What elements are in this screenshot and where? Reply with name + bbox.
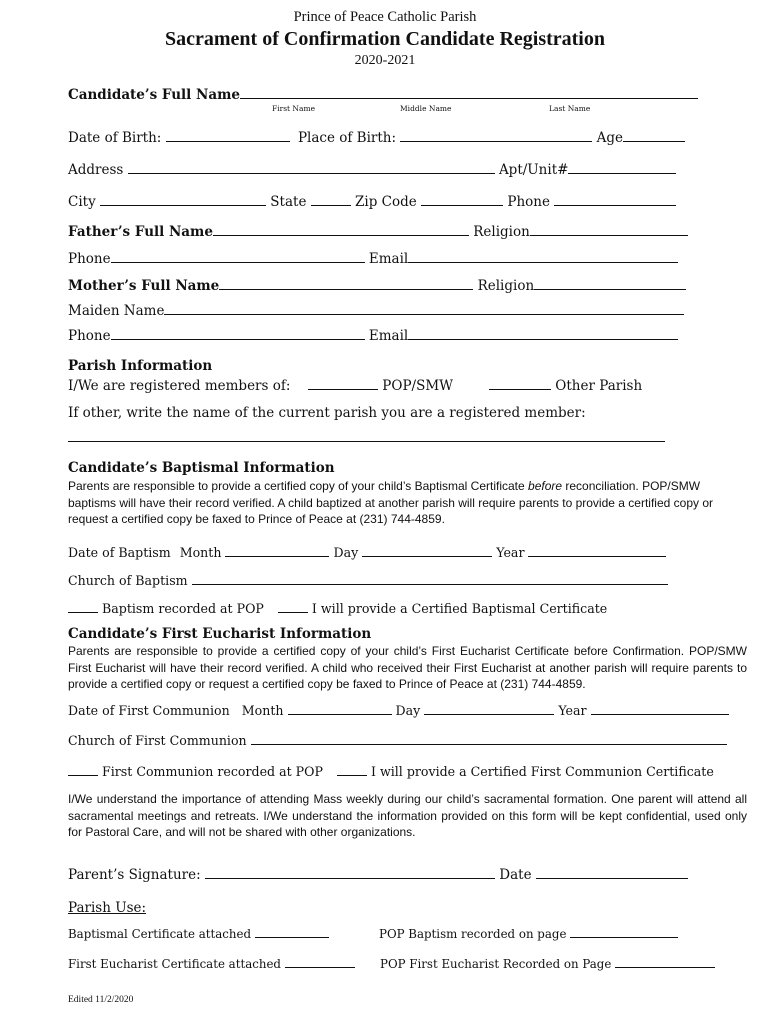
form-title: Sacrament of Confirmation Candidate Registration: [165, 28, 605, 50]
communion-check-row: [68, 764, 714, 779]
communion-day-label: Day: [395, 703, 421, 718]
school-year: 2020-2021: [354, 53, 416, 68]
other-parish-name-field[interactable]: [68, 441, 665, 442]
pop-eucharist-field[interactable]: [615, 967, 715, 968]
dob-field[interactable]: [166, 141, 290, 142]
city-field[interactable]: [100, 205, 266, 206]
communion-month-field[interactable]: [288, 714, 392, 715]
other-parish-option: [489, 378, 642, 394]
parent-signature-field[interactable]: [205, 878, 495, 879]
age-field[interactable]: [623, 141, 685, 142]
age-label: Age: [596, 130, 624, 146]
communion-provide-blank[interactable]: [337, 775, 367, 776]
city-label: City: [68, 194, 96, 210]
eucharist-cert-label: First Eucharist Certificate attached: [68, 957, 281, 971]
zip-label: Zip Code: [355, 194, 417, 210]
baptism-date-row: [68, 545, 666, 560]
baptism-month-field[interactable]: [225, 556, 329, 557]
address-field[interactable]: [128, 173, 495, 174]
registered-label: I/We are registered members of:: [68, 378, 291, 394]
mother-email-label: Email: [368, 328, 409, 344]
communion-month-label: Month: [241, 703, 284, 718]
baptism-provide-label: I will provide a Certified Baptismal Certificate: [311, 601, 608, 616]
baptism-recorded-label: Baptism recorded at POP: [102, 601, 264, 616]
communion-church-row: [68, 733, 727, 748]
other-parish-label: Other Parish: [555, 378, 643, 394]
baptismal-cert-row: [68, 927, 329, 941]
agreement-text: I/We understand the importance of attending Mass weekly during our child’s sacramental formation. One parent will attend all sacramental meetings and retreats. I/We understand the information provided on this form will be kept confidential, used only for Pastoral Care, and will not be shared with other organizations.: [68, 792, 747, 840]
baptism-day-label: Day: [333, 545, 359, 560]
parish-info-heading: Parish Information: [68, 358, 213, 374]
baptism-church-row: [68, 573, 668, 588]
communion-provide-label: I will provide a Certified First Communion Certificate: [370, 764, 714, 779]
pop-baptism-label: POP Baptism recorded on page: [379, 927, 567, 941]
baptism-para-b: reconciliation. POP/SMW baptisms will have their record verified. A child baptized at another parish will require parents to provide a certified copy or request a certified copy be faxed to Prince of Peace at (231) 744-4859.: [68, 479, 713, 527]
father-phone-label: Phone: [68, 251, 111, 267]
father-email-label: Email: [368, 251, 409, 267]
candidate-name-label: Candidate’s Full Name: [68, 87, 240, 103]
maiden-name-field[interactable]: [164, 314, 684, 315]
pob-label: Place of Birth:: [297, 130, 397, 146]
mother-email-field[interactable]: [408, 339, 678, 340]
baptism-church-field[interactable]: [192, 584, 668, 585]
phone-label: Phone: [507, 194, 550, 210]
baptism-day-field[interactable]: [362, 556, 492, 557]
baptism-year-label: Year: [496, 545, 525, 560]
communion-church-label: Church of First Communion: [68, 733, 247, 748]
father-name-field[interactable]: [213, 235, 469, 236]
eucharist-cert-field[interactable]: [285, 967, 355, 968]
communion-year-field[interactable]: [591, 714, 729, 715]
candidate-name-row: [68, 87, 698, 103]
mother-religion-label: Religion: [477, 278, 535, 294]
mother-phone-label: Phone: [68, 328, 111, 344]
mother-contact-row: [68, 328, 678, 344]
pop-eucharist-row: [380, 957, 715, 971]
pop-blank[interactable]: [308, 389, 378, 390]
baptism-church-label: Church of Baptism: [68, 573, 188, 588]
signature-date-field[interactable]: [536, 878, 688, 879]
address-label: Address: [68, 162, 124, 178]
edited-date: Edited 11/2/2020: [68, 995, 134, 1005]
pob-field[interactable]: [400, 141, 592, 142]
phone-field[interactable]: [554, 205, 676, 206]
middle-name-caption: Middle Name: [400, 104, 452, 113]
baptism-recorded-blank[interactable]: [68, 612, 98, 613]
pop-baptism-field[interactable]: [570, 937, 678, 938]
communion-day-field[interactable]: [424, 714, 554, 715]
baptism-heading: Candidate’s Baptismal Information: [68, 460, 335, 476]
father-row: [68, 224, 688, 240]
father-religion-label: Religion: [473, 224, 530, 240]
communion-recorded-blank[interactable]: [68, 775, 98, 776]
baptism-para-emphasis: before: [528, 479, 563, 493]
mother-name-label: Mother’s Full Name: [68, 278, 220, 294]
apt-label: Apt/Unit#: [498, 162, 569, 178]
baptism-date-label: Date of Baptism: [68, 545, 171, 560]
parish-name: Prince of Peace Catholic Parish: [293, 9, 477, 25]
signature-date-label: Date: [499, 867, 532, 883]
zip-field[interactable]: [421, 205, 503, 206]
eucharist-heading: Candidate’s First Eucharist Information: [68, 626, 372, 642]
father-email-field[interactable]: [408, 262, 678, 263]
baptism-provide-blank[interactable]: [278, 612, 308, 613]
mother-row: [68, 278, 686, 294]
maiden-row: [68, 303, 684, 319]
father-religion-field[interactable]: [530, 235, 688, 236]
address-row: [68, 162, 676, 178]
father-phone-field[interactable]: [111, 262, 365, 263]
signature-row: [68, 867, 688, 883]
baptism-instructions: [68, 478, 750, 528]
eucharist-instructions: Parents are responsible to provide a certified copy of your child’s First Eucharist Certificate before Confirmation. POP/SMW First Eucharist will have their record verified. A child who received their First Eucharist at another parish will require parents to provide a certified copy or request a certified copy be faxed to Prince of Peace at (231) 744-4859.: [68, 644, 747, 692]
pop-baptism-row: [379, 927, 678, 941]
mother-phone-field[interactable]: [111, 339, 365, 340]
communion-year-label: Year: [558, 703, 587, 718]
candidate-name-field[interactable]: [240, 98, 698, 99]
baptism-para-a: Parents are responsible to provide a certified copy of your child’s Baptismal Certificate: [68, 479, 529, 493]
state-label: State: [270, 194, 307, 210]
eucharist-cert-row: [68, 957, 355, 971]
first-name-caption: First Name: [272, 104, 316, 113]
parish-use-heading: Parish Use:: [68, 900, 147, 916]
pop-option: [308, 378, 453, 394]
dob-row: [68, 130, 685, 146]
baptism-year-field[interactable]: [528, 556, 666, 557]
mother-religion-field[interactable]: [534, 289, 686, 290]
last-name-caption: Last Name: [549, 104, 591, 113]
communion-recorded-label: First Communion recorded at POP: [102, 764, 323, 779]
pop-label: POP/SMW: [382, 378, 454, 394]
pop-eucharist-label: POP First Eucharist Recorded on Page: [380, 957, 612, 971]
father-name-label: Father’s Full Name: [68, 224, 213, 240]
other-parish-prompt: If other, write the name of the current parish you are a registered member:: [68, 405, 586, 421]
state-field[interactable]: [311, 205, 351, 206]
mother-name-field[interactable]: [219, 289, 473, 290]
other-parish-blank[interactable]: [489, 389, 551, 390]
apt-field[interactable]: [568, 173, 676, 174]
communion-date-row: [68, 703, 729, 718]
city-row: [68, 194, 676, 210]
baptism-check-row: [68, 601, 607, 616]
communion-date-label: Date of First Communion: [68, 703, 230, 718]
communion-church-field[interactable]: [251, 744, 727, 745]
dob-label: Date of Birth:: [68, 130, 162, 146]
father-contact-row: [68, 251, 678, 267]
baptismal-cert-label: Baptismal Certificate attached: [68, 927, 251, 941]
parent-signature-label: Parent’s Signature:: [68, 867, 201, 883]
baptismal-cert-field[interactable]: [255, 937, 329, 938]
maiden-name-label: Maiden Name: [68, 303, 165, 319]
baptism-month-label: Month: [179, 545, 222, 560]
